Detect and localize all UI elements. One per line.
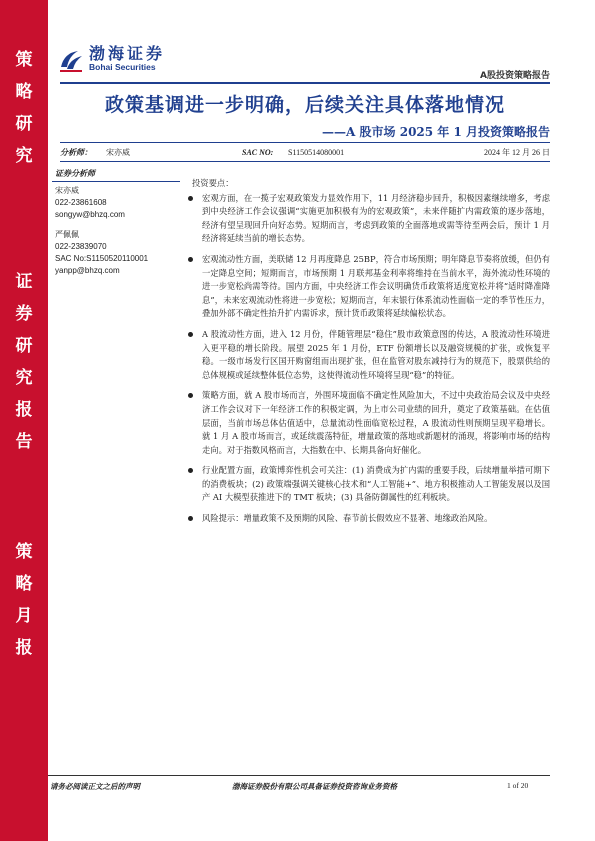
report-date: 2024 年 12 月 26 日	[484, 147, 550, 157]
bohai-logo-icon	[58, 47, 84, 73]
analyst-contacts	[52, 167, 182, 277]
key-point-liquidity	[188, 253, 550, 321]
sidebar-char: 策	[15, 542, 33, 562]
sidebar-char: 略	[15, 574, 33, 594]
page-number: 1 of 20	[507, 781, 529, 790]
meta-rule-bottom	[60, 161, 550, 162]
key-points-section	[188, 177, 550, 533]
analyst-name: 严佩佩	[55, 230, 79, 239]
analyst-email[interactable]: songyw@bhzq.com	[55, 210, 125, 219]
sidebar-char: 券	[15, 304, 33, 324]
meta-rule-top	[60, 142, 550, 143]
sidebar-char: 告	[15, 432, 33, 452]
key-point-strategy	[188, 389, 550, 457]
header-rule	[60, 82, 550, 84]
key-point-text: A 股流动性方面，进入 12 月份，伴随管理层“稳住”股市政策意图的传达，A 股流动性环境进入更平稳的增长阶段。展望 2025 年 1 月份，ETF 份额增长以及融资规模的扩张，或恢复平稳。一级市场发行区国开购窗组而出现扩张，但在监管对股东减持行为的规范下，股票供给的总体规模或延续整体低位态势，这使得流动性环境将呈现“稳”的特征。	[202, 328, 550, 380]
footer-rule	[48, 775, 550, 776]
sidebar-char: 究	[15, 146, 33, 166]
sidebar-char: 报	[15, 400, 33, 420]
bullet-icon	[188, 393, 193, 398]
sidebar-char: 研	[15, 114, 33, 134]
sidebar-char: 报	[15, 638, 33, 658]
sac-number: S1150514080001	[288, 147, 345, 157]
key-point-risk	[188, 512, 550, 526]
page-title: 政策基调进一步明确，后续关注具体落地情况	[104, 94, 505, 116]
analyst-phone: 022-23861608	[55, 198, 107, 207]
sac-label: SAC NO:	[242, 147, 274, 157]
sidebar-char: 研	[15, 336, 33, 356]
bullet-icon	[188, 196, 193, 201]
left-sidebar	[0, 0, 48, 841]
sidebar-char: 究	[15, 368, 33, 388]
key-point-sector-allocation	[188, 464, 550, 505]
key-point-macro	[188, 192, 550, 246]
analyst-name: 宋亦威	[106, 147, 130, 157]
report-meta	[60, 145, 550, 159]
footer-qualification: 渤海证券股份有限公司具备证券投资咨询业务资格	[232, 782, 397, 791]
sidebar-label-research-report	[0, 266, 48, 458]
key-points-title: 投资要点：	[192, 178, 234, 188]
analyst-phone: 022-23839070	[55, 242, 107, 251]
page-subtitle: ——A 股市场 2025 年 1 月投资策略报告	[322, 125, 550, 139]
sidebar-char: 月	[15, 606, 33, 626]
analyst-email[interactable]: yanpp@bhzq.com	[55, 266, 120, 275]
analyst-heading-rule	[52, 181, 180, 182]
report-type: A股投资策略报告	[480, 71, 550, 81]
sidebar-char: 证	[15, 272, 33, 292]
key-point-text: 宏观方面，在一揽子宏观政策发力显效作用下，11 月经济稳步回升，积极因素继续增多，考虑到中央经济工作会议强调“实施更加积极有为的宏观政策”，未来伴随扩内需政策的逐步落地，经济有望呈现回升向好态势。短期而言，考虑到政策的全面落地或需等待至两会后，预计 1 月经济将延续当前的增长态势。	[202, 192, 550, 244]
sidebar-label-strategy-research	[0, 44, 48, 172]
analyst-sac-number: SAC No:S1150520110001	[55, 254, 149, 263]
bullet-icon	[188, 468, 193, 473]
analyst-section-heading: 证券分析师	[55, 168, 95, 178]
sidebar-label-strategy-monthly	[0, 536, 48, 664]
key-point-text: 策略方面，就 A 股市场而言，外围环境面临不确定性风险加大，不过中央政治局会议及中央经济工作会议对下一年经济工作的积极定调，为上市公司业绩的回升，奠定了政策基础。在估值层面，当前市场总体估值适中，总量流动性面临宽松过程，A 股流动性则预期呈现平稳增长。就 1 月 A 股市场而言，或延续震荡特征，增量政策的落地或新题材的涌现，将影响市场的结构走向。对于指数风格而言，大指数在中、长期具备向好催化。	[202, 390, 550, 455]
company-logo	[58, 46, 165, 73]
bullet-icon	[188, 516, 193, 521]
analyst-name: 宋亦威	[55, 186, 79, 195]
sidebar-char: 策	[15, 50, 33, 70]
key-point-a-share-liquidity	[188, 328, 550, 382]
sidebar-char: 略	[15, 82, 33, 102]
key-point-text: 行业配置方面，政策博弈性机会可关注：(1) 消费成为扩内需的重要手段，后续增量举措可期下的消费板块；(2) 政策端强调关键核心技术和“人工智能+”、地方积极推动人工智能发展以及国产 AI 大模型获推进下的 TMT 板块；(3) 具备防御属性的红利板块。	[202, 465, 550, 503]
brand-name-en: Bohai Securities	[89, 62, 156, 72]
analyst-label: 分析师：	[60, 146, 92, 157]
bullet-icon	[188, 257, 193, 262]
key-point-text: 宏观流动性方面，美联储 12 月再度降息 25BP，符合市场预期；明年降息节奏将放缓，但仍有一定降息空间；短期而言，市场预期 1 月联邦基金利率将维持在当前水平，海外流动性环境的进一步宽松尚需等待。国内方面，中央经济工作会议明确货币政策将适度宽松并将“适时降准降息”，未来宏观流动性将进一步宽松；短期而言，年末银行体系流动性面临一定的季节性压力，叠加外部不确定性抬升扩内需诉求，预计货币政策将延续偏松状态。	[202, 253, 550, 319]
key-point-text: 风险提示：增量政策不及预期的风险、春节前长假效应不显著、地缘政治风险。	[202, 513, 493, 524]
brand-name-cn: 渤海证券	[89, 44, 166, 63]
bullet-icon	[188, 332, 193, 337]
footer-disclaimer: 请务必阅读正文之后的声明	[50, 782, 140, 791]
